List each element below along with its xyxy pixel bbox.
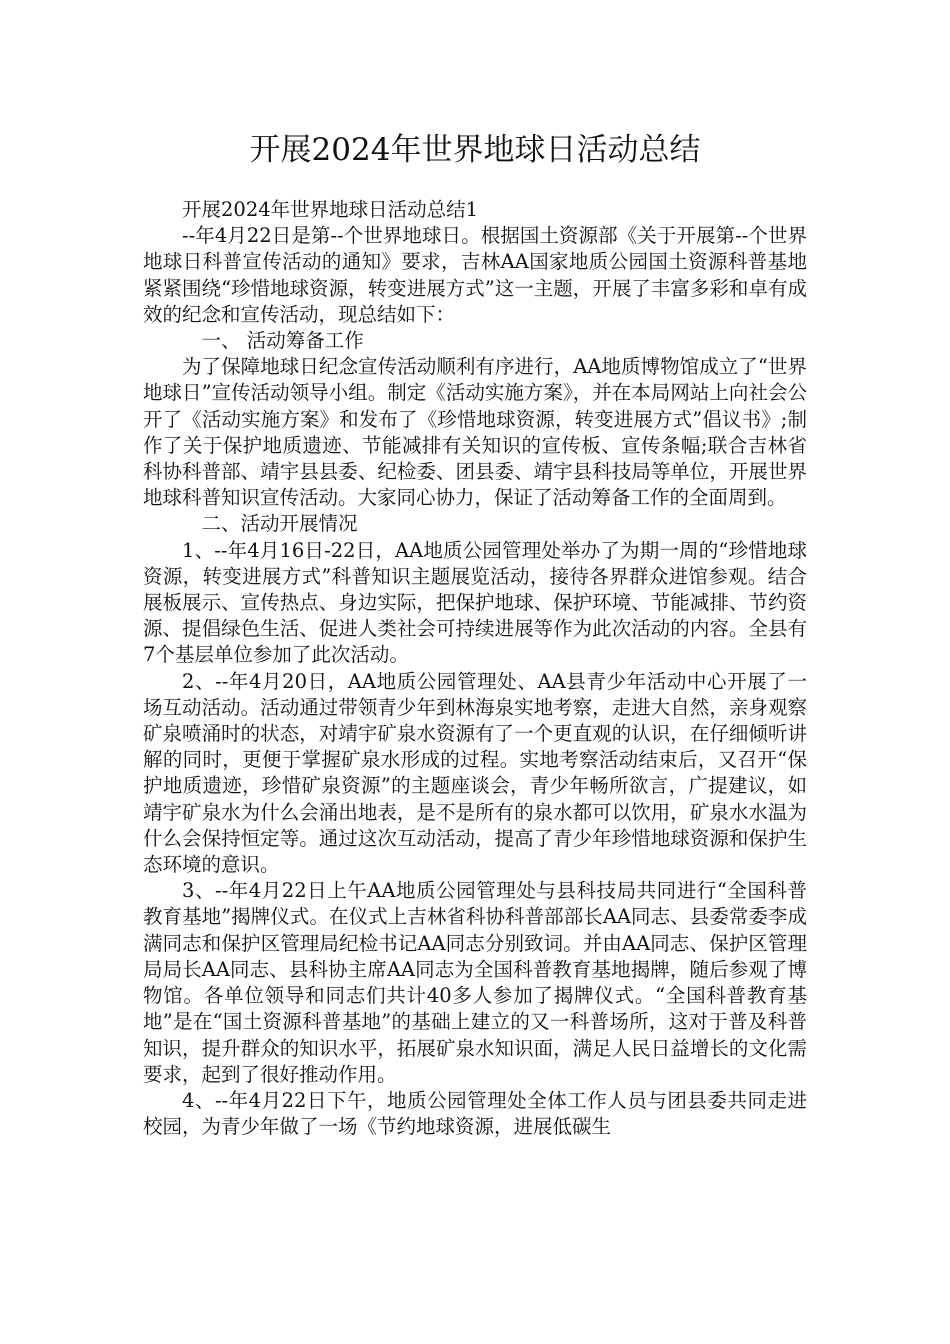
preparation-paragraph: 为了保障地球日纪念宣传活动顺利有序进行，AA地质博物馆成立了“世界地球日”宣传活动领导小组。制定《活动实施方案》，并在本局网站上向社会公开了《活动实施方案》和发布了《珍惜地球资源，转变进展方式”倡议书》;制作了关于保护地质遗迹、节能减排有关知识的宣传板、宣传条幅;联合吉林省科协科普部、靖宇县县委、纪检委、团县委、靖宇县科技局等单位，开展世界地球科普知识宣传活动。大家同心协力，保证了活动筹备工作的全面周到。 [143,355,807,510]
activity-paragraph-4: 4、--年4月22日下午，地质公园管理处全体工作人员与团县委共同走进校园，为青少年做了一场《节约地球资源，进展低碳生 [143,1088,807,1139]
document-title: 开展2024年世界地球日活动总结 [249,132,701,168]
document-body [143,197,807,1140]
activity-paragraph-1: 1、--年4月16日-22日，AA地质公园管理处举办了为期一周的“珍惜地球资源，转变进展方式”科普知识主题展览活动，接待各界群众进馆参观。结合展板展示、宣传热点、身边实际，把保护地球、保护环境、节能减排、节约资源、提倡绿色生活、促进人类社会可持续进展等作为此次活动的内容。全县有7个基层单位参加了此次活动。 [143,538,807,667]
intro-paragraph: --年4月22日是第--个世界地球日。根据国土资源部《关于开展第--个世界地球日科普宣传活动的通知》要求，吉林AA国家地质公园国土资源科普基地紧紧围绕“珍惜地球资源，转变进展方式”这一主题，开展了丰富多彩和卓有成效的纪念和宣传活动，现总结如下： [143,224,807,326]
document-page [143,125,807,1140]
section-heading-preparation: 一、 活动筹备工作 [201,329,364,353]
activity-paragraph-3: 3、--年4月22日上午AA地质公园管理处与县科技局共同进行“全国科普教育基地”揭牌仪式。在仪式上吉林省科协科普部部长AA同志、县委常委李成满同志和保护区管理局纪检书记AA同志分别致词。并由AA同志、保护区管理局局长AA同志、县科协主席AA同志为全国科普教育基地揭牌，随后参观了博物馆。各单位领导和同志们共计40多人参加了揭牌仪式。“全国科普教育基地”是在“国土资源科普基地”的基础上建立的又一科普场所，这对于普及科普知识，提升群众的知识水平，拓展矿泉水知识面，满足人民日益增长的文化需要求，起到了很好推动作用。 [143,879,807,1086]
section-subtitle: 开展2024年世界地球日活动总结1 [182,198,479,221]
section-heading-activities: 二、活动开展情况 [201,512,358,536]
activity-paragraph-2: 2、--年4月20日，AA地质公园管理处、AA县青少年活动中心开展了一场互动活动。活动通过带领青少年到林海泉实地考察，走进大自然，亲身观察矿泉喷涌时的状态，对靖宇矿泉水资源有了一个更直观的认识，在仔细倾听讲解的同时，更便于掌握矿泉水形成的过程。实地考察活动结束后，又召开“保护地质遗迹，珍惜矿泉资源”的主题座谈会，青少年畅所欲言，广提建议，如靖宇矿泉水为什么会涌出地表，是不是所有的泉水都可以饮用，矿泉水水温为什么会保持恒定等。通过这次互动活动，提高了青少年珍惜地球资源和保护生态环境的意识。 [143,669,807,877]
